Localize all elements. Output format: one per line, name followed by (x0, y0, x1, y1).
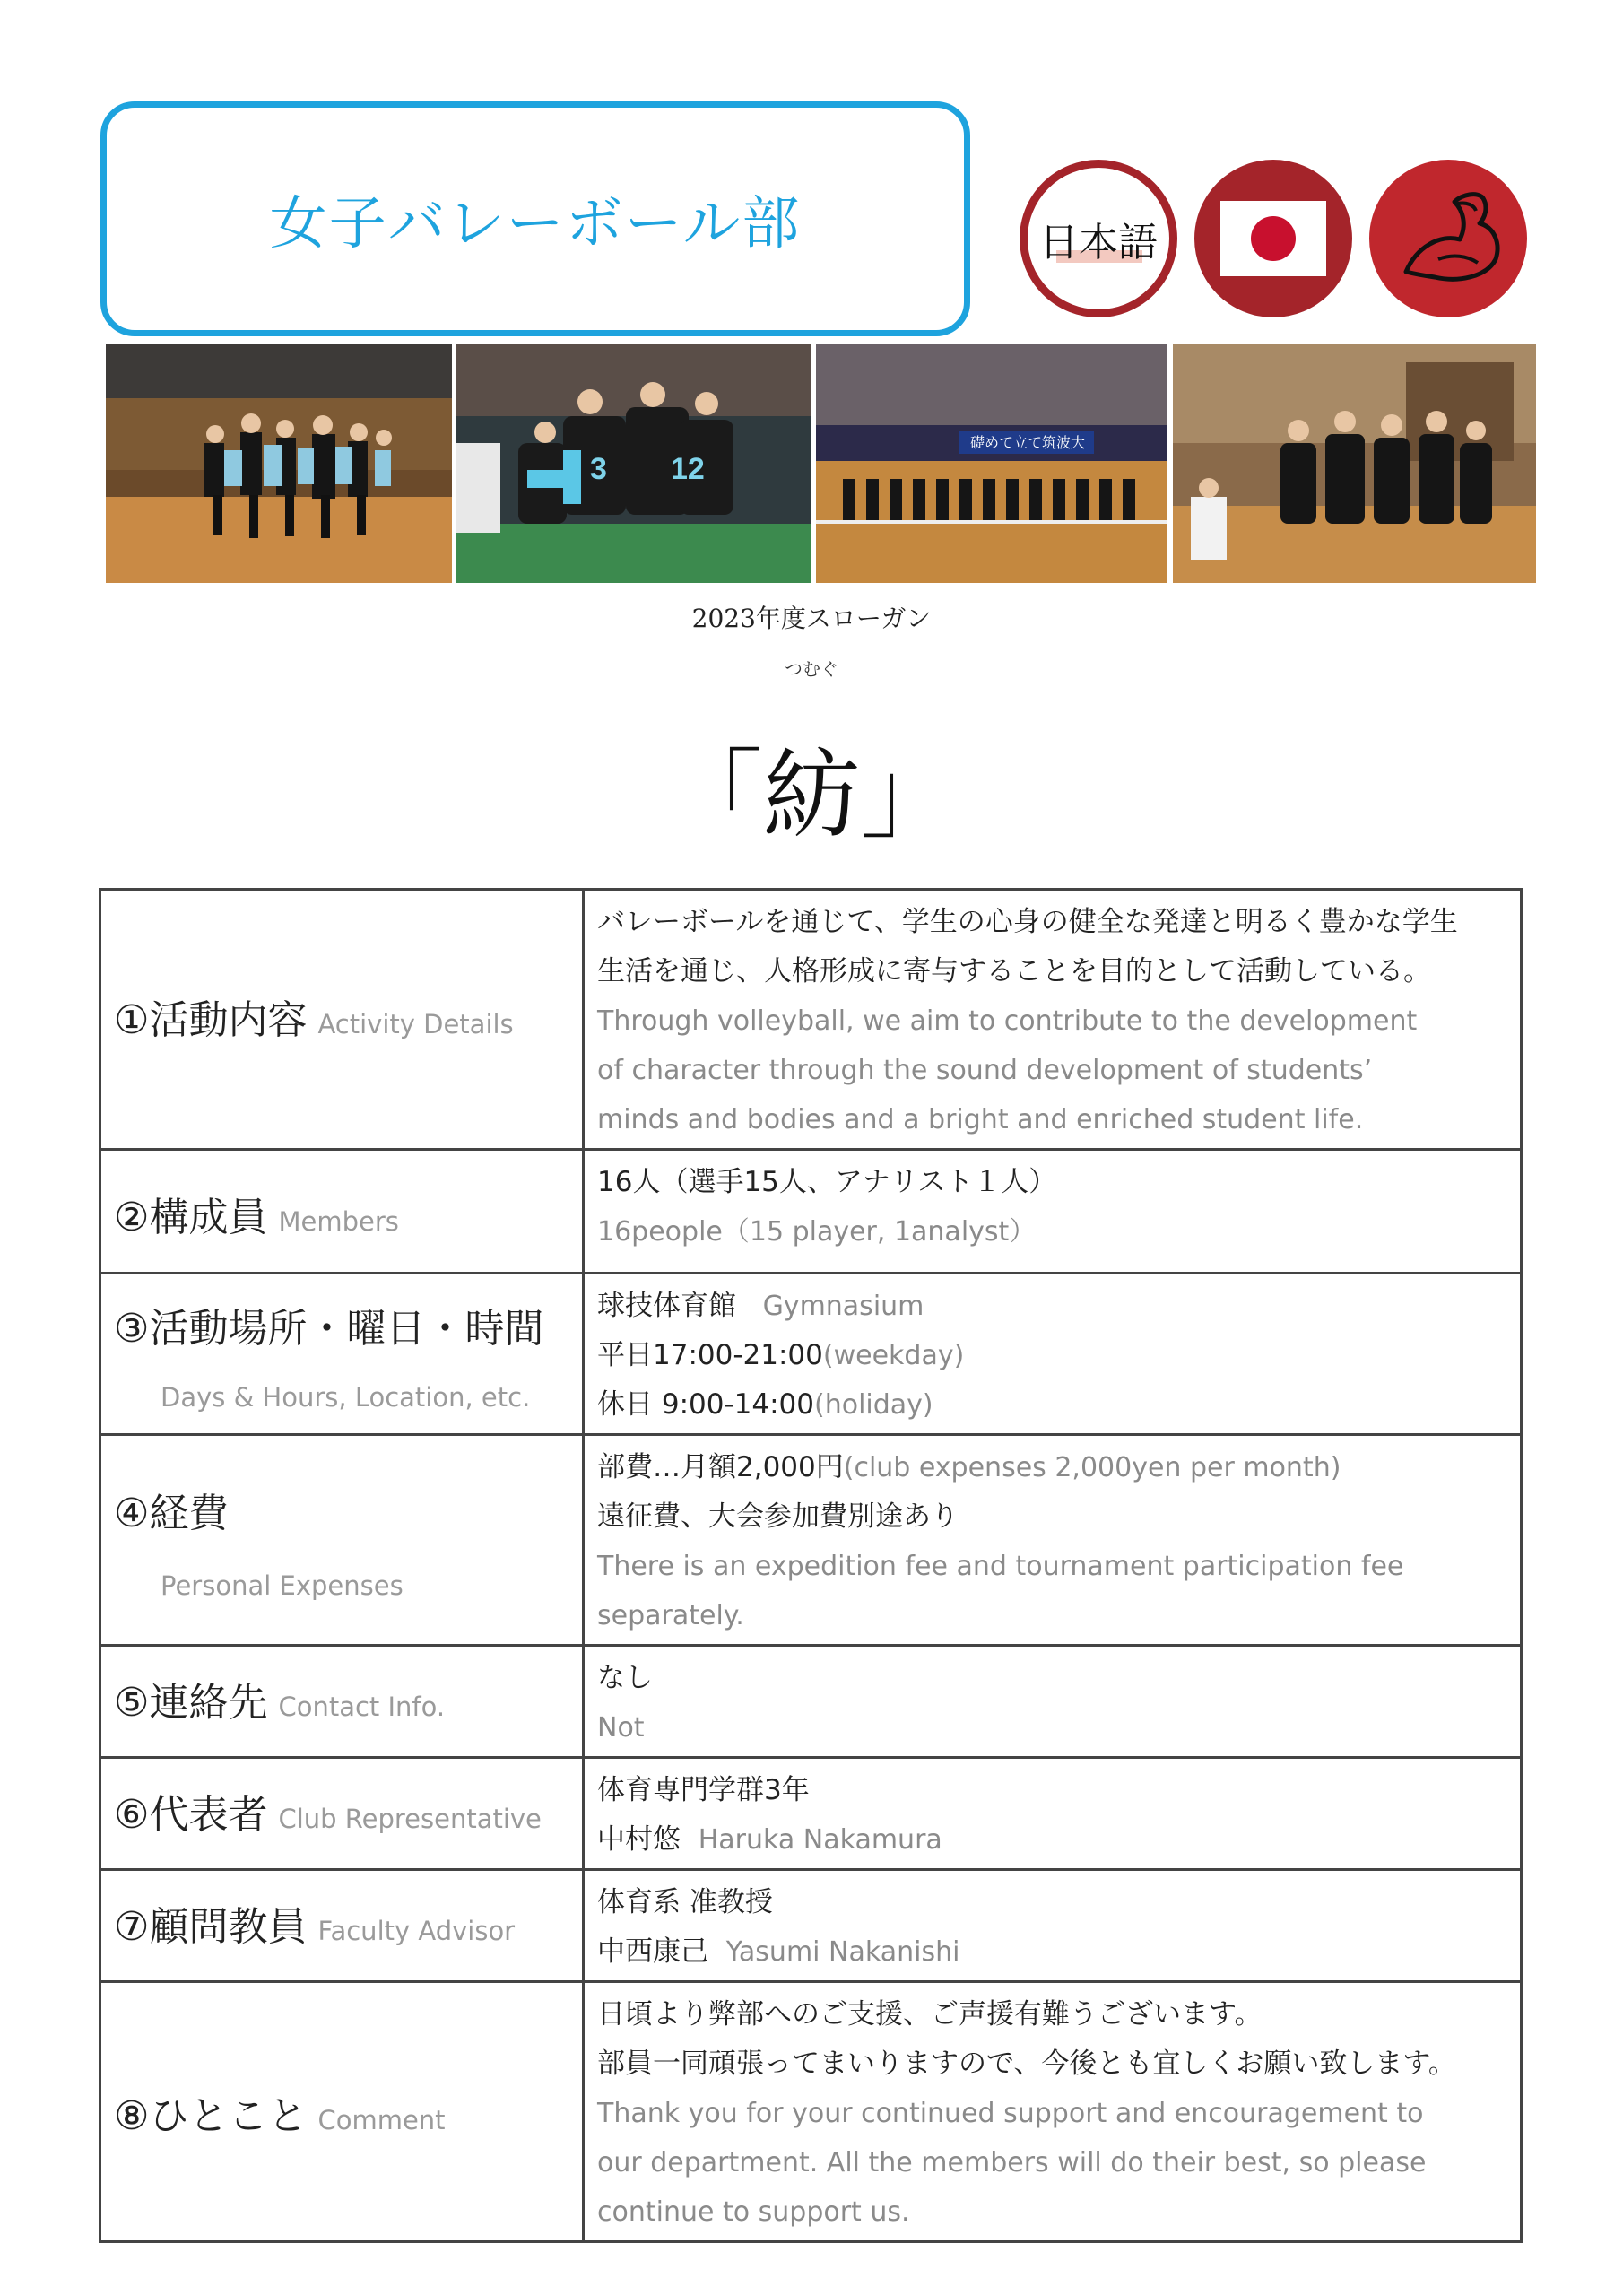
language-badge-label: 日本語 (1039, 220, 1158, 265)
table-row (100, 1870, 1522, 1982)
club-info-table (99, 888, 1523, 2243)
slogan-ruby: つむぐ (785, 658, 838, 680)
table-row (100, 1150, 1522, 1274)
row-content-contact: なし Not (584, 1646, 1522, 1758)
row-label-advisor: ⑦顧問教員 Faculty Advisor (100, 1870, 584, 1982)
row-content-activity: バレーボールを通じて、学生の心身の健全な発達と明るく豊かな学生 生活を通じ、人格形成に寄与することを目的として活動している。 Through volleyball, we aim to contribute to the development of character through the sound development of students’ minds and bodies and a bright and enriched student life. (584, 890, 1522, 1150)
team-huddle-photo-3 (1173, 344, 1536, 583)
team-lineup-photo (816, 344, 1167, 583)
slogan-text: 「紡」 (665, 740, 957, 852)
row-label-contact: ⑤連絡先 Contact Info. (100, 1646, 584, 1758)
row-content-representative: 体育専門学群3年 中村悠 Haruka Nakamura (584, 1758, 1522, 1870)
row-label-expenses: ④経費 Personal Expenses (100, 1435, 584, 1646)
table-row (100, 890, 1522, 1150)
language-badge[interactable] (1020, 160, 1177, 317)
row-content-members: 16人（選手15人、アナリスト１人） 16people（15 player, 1analyst） (584, 1150, 1522, 1274)
team-huddle-photo-2 (456, 344, 811, 583)
row-label-location: ③活動場所・曜日・時間 Days & Hours, Location, etc. (100, 1274, 584, 1435)
team-huddle-photo-1 (106, 344, 452, 583)
row-label-activity: ①活動内容 Activity Details (100, 890, 584, 1150)
club-title: 女子バレーボール部 (269, 191, 802, 257)
row-label-members: ②構成員 Members (100, 1150, 584, 1274)
table-row (100, 1646, 1522, 1758)
table-row (100, 1758, 1522, 1870)
japan-flag-icon[interactable] (1194, 160, 1352, 317)
row-label-comment: ⑧ひとこと Comment (100, 1982, 584, 2242)
svg-text:礎めて立て筑波大: 礎めて立て筑波大 (969, 434, 1086, 451)
slogan-label: 2023年度スローガン (691, 604, 932, 633)
row-content-advisor: 体育系 准教授 中西康己 Yasumi Nakanishi (584, 1870, 1522, 1982)
table-row (100, 1274, 1522, 1435)
svg-text:12: 12 (671, 452, 705, 486)
row-content-location: 球技体育館 Gymnasium 平日17:00-21:00(weekday) 休日 9:00-14:00(holiday) (584, 1274, 1522, 1435)
row-label-representative: ⑥代表者 Club Representative (100, 1758, 584, 1870)
row-content-expenses: 部費…月額2,000円(club expenses 2,000yen per month) 遠征費、大会参加費別途あり There is an expedition fee and tournament participation fee separately. (584, 1435, 1522, 1646)
club-title-box (100, 101, 970, 336)
table-row (100, 1435, 1522, 1646)
row-content-comment: 日頃より弊部へのご支援、ご声援有難うございます。 部員一同頑張ってまいりますので、今後とも宜しくお願い致します。 Thank you for your continued support and encouragement to our department. All the members will do their best, so please continue to support us. (584, 1982, 1522, 2242)
flexed-arm-icon[interactable] (1369, 160, 1527, 317)
table-row (100, 1982, 1522, 2242)
photo-strip (106, 344, 1536, 583)
svg-text:3: 3 (590, 452, 607, 486)
